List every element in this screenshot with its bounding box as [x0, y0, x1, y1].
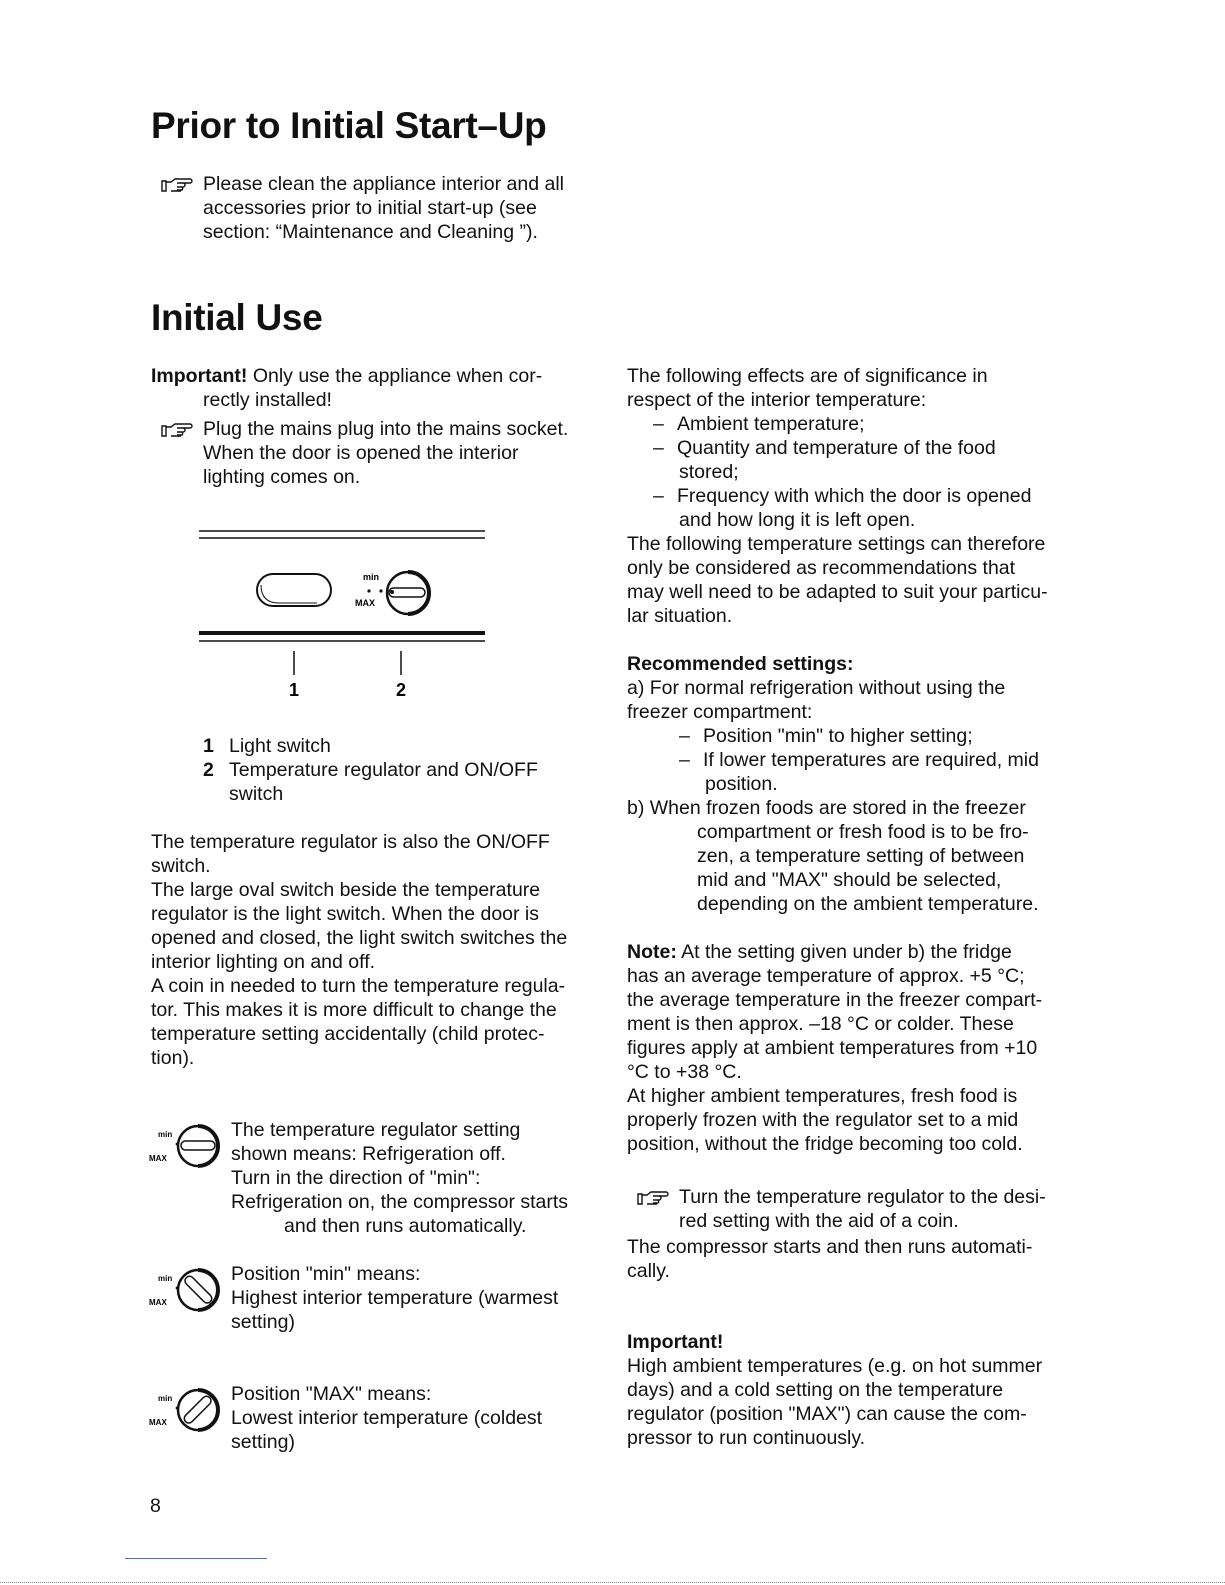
bottom-blue-link-line	[125, 1558, 267, 1559]
dial-min-description: Position "min" means: Highest interior temperature (warmest setting)	[231, 1263, 559, 1333]
dial-min-icon	[146, 1264, 224, 1316]
svg-text:min: min	[158, 1394, 173, 1403]
page-number: 8	[150, 1495, 161, 1517]
dial-max-icon	[146, 1384, 224, 1436]
callout-label-1: 1	[289, 680, 300, 700]
svg-text:MAX: MAX	[149, 1418, 167, 1427]
effects-section: The following effects are of significance in respect of the interior temperature: – Ambient temperature; – Quantity and temperature of the food stored; – Frequency with which the door is opened and how long it is left open. The following temperature settings can therefore only be considered as recommendations that may well need to be adapted to suit your particu- lar situation.	[627, 365, 1048, 627]
compressor-text: The compressor starts and then runs automati- cally.	[627, 1236, 1033, 1282]
regulator-paragraph: The temperature regulator is also the ON/OFF switch. The large oval switch beside the temperature regulator is the light switch. When the door is opened and closed, the light switch switches the interior lighting on and off. A coin in needed to turn the temperature regula- tor. This makes it is more difficult to change the temperature setting accidentally (child protec- tion).	[151, 831, 568, 1069]
prior-instructions: Please clean the appliance interior and all accessories prior to initial start-up (see section: “Maintenance and Cleaning ”).	[203, 173, 564, 243]
callout-label-2: 2	[396, 680, 407, 700]
turn-regulator-instruction: Turn the temperature regulator to the desi- red setting with the aid of a coin.	[679, 1186, 1046, 1232]
bottom-dotted-rule	[0, 1582, 1225, 1583]
temperature-dial-icon	[355, 572, 429, 614]
dial-off-description: The temperature regulator setting shown means: Refrigeration off. Turn in the direction of "min": Refrigeration on, the compressor starts and then runs automatically.	[231, 1119, 569, 1237]
control-panel-figure	[195, 525, 490, 705]
heading-initial-use: Initial Use	[151, 297, 323, 338]
recommended-heading: Recommended settings:	[627, 653, 854, 675]
important-warning: Important! High ambient temperatures (e.g. on hot summer days) and a cold setting on the temperature regulator (position "MAX") can cause the com- pressor to run continuously.	[627, 1331, 1043, 1449]
plug-instructions: Plug the mains plug into the mains socket. When the door is opened the interior lighting comes on.	[203, 418, 569, 488]
recommended-settings: Recommended settings: a) For normal refrigeration without using the freezer compartment: – Position "min" to higher setting; – If lower temperatures are required, mid position. b) When frozen foods are stored in the freezer compartment or fresh food is to be fro- zen, a temperature setting of between mid and "MAX" should be selected, depending on the ambient temperature.	[627, 652, 1067, 916]
svg-text:min: min	[363, 572, 380, 582]
svg-text:min: min	[158, 1130, 173, 1139]
svg-text:min: min	[158, 1274, 173, 1283]
note-section: Note: At the setting given under b) the fridge has an average temperature of approx. +5 °C; the average temperature in the freezer compart- ment is then approx. –18 °C or colder. These figures apply at ambient temperatures from +10 °C to +38 °C. At higher ambient temperatures, fresh food is properly frozen with the regulator set to a mid position, without the fridge becoming too cold.	[627, 941, 1043, 1155]
svg-text:MAX: MAX	[149, 1298, 167, 1307]
pointing-hand-icon	[160, 421, 194, 439]
light-switch-oval-icon	[257, 574, 331, 606]
dial-off-icon	[146, 1120, 224, 1172]
pointing-hand-icon	[636, 1189, 670, 1207]
svg-text:MAX: MAX	[149, 1154, 167, 1163]
important-note: Important! Only use the appliance when cor- rectly installed!	[151, 365, 543, 411]
svg-text:MAX: MAX	[355, 598, 375, 608]
dial-max-description: Position "MAX" means: Lowest interior temperature (coldest setting)	[231, 1383, 543, 1453]
pointing-hand-icon	[160, 176, 194, 194]
figure-legend: 1 Light switch 2 Temperature regulator and ON/OFF switch	[203, 735, 538, 805]
heading-prior-start-up: Prior to Initial Start–Up	[151, 105, 547, 146]
